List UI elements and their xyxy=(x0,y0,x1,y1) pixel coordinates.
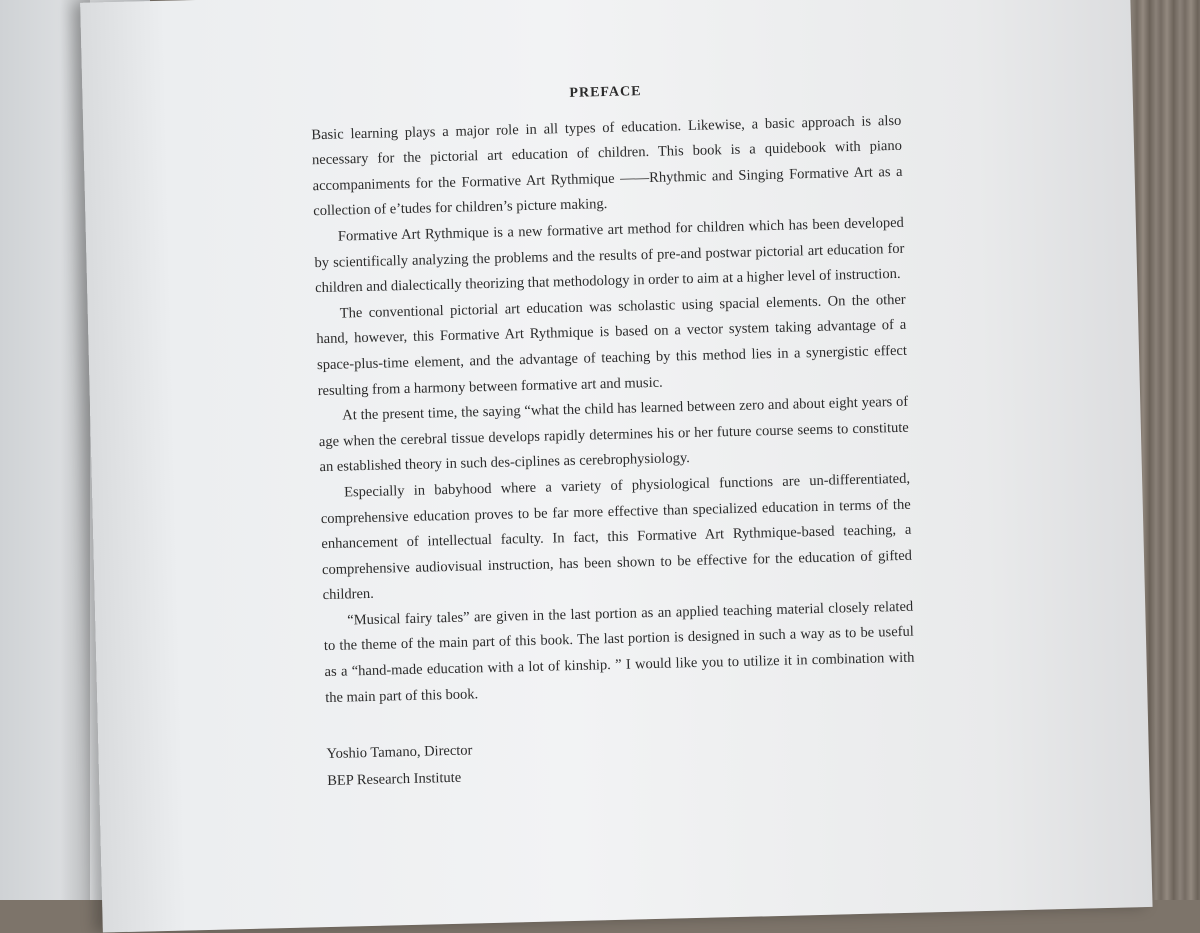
paragraph-5: Especially in babyhood where a variety of physiological functions are un-differentiated, comprehensive education proves to be far more effective than specialized education in terms of the enhancement of intellectual faculty. In fact, this Formative Art Rythmique-based teaching, a comprehensive audiovisual instruction, has been shown to be effective for the education of gifted children. xyxy=(320,470,913,604)
page-title: PREFACE xyxy=(569,84,642,101)
paragraph-3: The conventional pictorial art education was scholastic using spacial elements. On the other hand, however, this Formative Art Rythmique is based on a vector system taking advantage of a space-plus-time element, and the advantage of teaching by this method lies in a synergistic effect resulting from a harmony between formative art and music. xyxy=(316,291,908,399)
paragraph-2: Formative Art Rythmique is a new formative art method for children which has been developed by scientifically analyzing the problems and the results of pre-and postwar pictorial art education for children and dialectically theorizing that methodology in order to aim at a higher level of instruction. xyxy=(314,214,905,297)
book-page xyxy=(80,0,1152,933)
signature xyxy=(326,727,917,795)
paragraph-1: Basic learning plays a major role in all types of education. Likewise, a basic approach is also necessary for the pictorial art education of children. This book is a quidebook with piano accompaniments for the Formative Art Rythmique ――Rhythmic and Singing Formative Art as a collection of e’tudes for children’s picture making. xyxy=(311,112,903,220)
preface-text xyxy=(310,73,917,795)
paragraph-6: “Musical fairy tales” are given in the last portion as an applied teaching material closely related to the theme of the main part of this book. The last portion is designed in such a way as to be useful as a “hand-made education with a lot of kinship. ” I would like you to utilize it in combination with the main part of this book. xyxy=(323,598,915,706)
paragraph-4: At the present time, the saying “what the child has learned between zero and about eight years of age when the cerebral tissue develops rapidly determines his or her future course seems to constitute an established theory in such des-ciplines as cerebrophysiology. xyxy=(318,393,909,476)
signature-name: Yoshio Tamano, Director xyxy=(326,742,473,763)
signature-institute: BEP Research Institute xyxy=(327,770,462,790)
